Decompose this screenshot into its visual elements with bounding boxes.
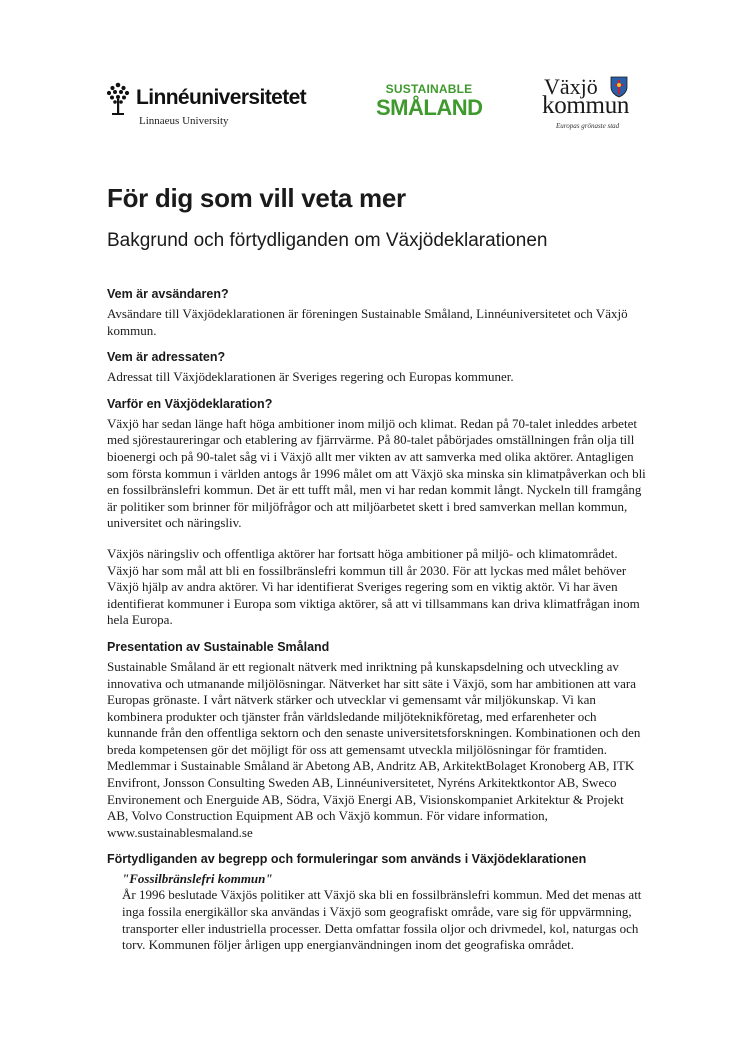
section-sender <box>107 286 647 339</box>
logo-bar <box>0 72 746 142</box>
linnaeus-university-subtitle: Linnaeus University <box>139 115 229 127</box>
sustainable-smaland-logo-top: SUSTAINABLE <box>385 82 473 96</box>
vaxjo-logo-line1: Växjö <box>544 74 598 99</box>
section-why <box>107 396 647 629</box>
sustainable-smaland-logo <box>376 82 482 126</box>
section-paragraph: Växjös näringsliv och offentliga aktörer har fortsatt höga ambitioner på miljö- och klimatområdet. Växjö har som mål att bli en fossilbränslefri kommun till år 2030. För att lyckas med målet behöver Växjö hjälp av andra aktörer. Vi har identifierat Sveriges regering som en viktig aktör. Vi har även identifierat kommuner i Europa som viktiga aktörer, så att vi tillsammans kan driva klimatfrågan inom hela Europa. <box>107 545 640 628</box>
section-heading: Varför en Växjödeklaration? <box>107 396 273 411</box>
document-body <box>107 286 647 954</box>
section-paragraph: Växjö har sedan länge haft höga ambitioner inom miljö och klimat. Redan på 70-talet inleddes arbetet med sjörestaureringar och etablering av fjärrvärme. På 80-talet påbörjades omställningen från olja till bioenergi och på 90-talet såg vi i Växjö allt mer vikten av att samverka med olika aktörer. Antagligen som första kommun i världen antogs år 1996 målet om att Växjö ska minska sin klimatpåverkan och bli en fossilbränslefri kommun. Det är ett tufft mål, men vi har redan kommit långt. Nyckeln till framgång är politiker som brinner för miljöfrågor och att miljöarbetet skett i bred samverkan mellan kommun, universitet och näringsliv. <box>107 415 646 531</box>
page-subtitle: Bakgrund och förtydliganden om Växjödeklarationen <box>107 230 548 251</box>
definition-term: "Fossilbränslefri kommun" <box>122 871 273 887</box>
definition-text: År 1996 beslutade Växjös politiker att Växjö ska bli en fossilbränslefri kommun. Med det menas att inga fossila energikällor ska användas i Växjö som geografiskt område, vare sig för uppvärmning, transporter eller industriella processer. Detta omfattar fossila oljor och drivmedel, kol, naturgas och torv. Kommunen följer årligen upp energianvändningen inom det geografiska området. <box>122 887 642 953</box>
vaxjo-logo-line2: kommun <box>542 92 630 119</box>
section-definitions <box>107 851 647 953</box>
section-paragraph: Avsändare till Växjödeklarationen är föreningen Sustainable Småland, Linnéuniversitetet och Växjö kommun. <box>107 306 628 338</box>
definition-item <box>107 871 647 953</box>
sustainable-smaland-logo-bottom: SMÅLAND <box>376 95 483 120</box>
linnaeus-university-name: Linnéuniversitetet <box>136 86 307 109</box>
section-paragraph: Adressat till Växjödeklarationen är Sveriges regering och Europas kommuner. <box>107 369 514 385</box>
page-title: För dig som vill veta mer <box>107 183 406 213</box>
section-heading: Presentation av Sustainable Småland <box>107 639 330 654</box>
section-heading: Vem är avsändaren? <box>107 287 229 301</box>
section-heading: Vem är adressaten? <box>107 350 226 365</box>
section-heading: Förtydliganden av begrepp och formuleringar som används i Växjödeklarationen <box>107 852 587 867</box>
section-addressee <box>107 349 647 386</box>
section-presentation <box>107 639 647 842</box>
vaxjo-kommun-logo <box>542 74 642 134</box>
vaxjo-logo-tagline: Europas grönaste stad <box>556 122 620 130</box>
tree-icon <box>106 82 130 116</box>
section-paragraph: Sustainable Småland är ett regionalt nätverk med inriktning på kunskapsdelning och utveckling av innovativa och utmanande miljölösningar. Nätverket har sitt säte i Växjö, som har ambitionen att vara Europas grönaste. I vårt nätverk stärker och utvecklar vi gemensamt vår miljökunskap. Vi kan kombinera produkter och tjänster från världsledande miljöteknikföretag, med erfarenheter och kunnande från den offentliga sektorn och den senaste universitetsforskningen. Kombinationen och den breda kompetensen gör det möjligt för oss att gemensamt utveckla miljölösningar för framtiden. Medlemmar i Sustainable Småland är Abetong AB, Andritz AB, ArkitektBolaget Kronoberg AB, ITK Envifront, Jonsson Consulting Sweden AB, Linnéuniversitetet, Nyréns Arkitektkontor AB, Sweco Environement och Energuide AB, Södra, Växjö Energi AB, Visionskompaniet Arkitektur & Projekt AB, Volvo Construction Equipment AB och Växjö kommun. För vidare information, www.sustainablesmaland.se <box>107 658 641 840</box>
